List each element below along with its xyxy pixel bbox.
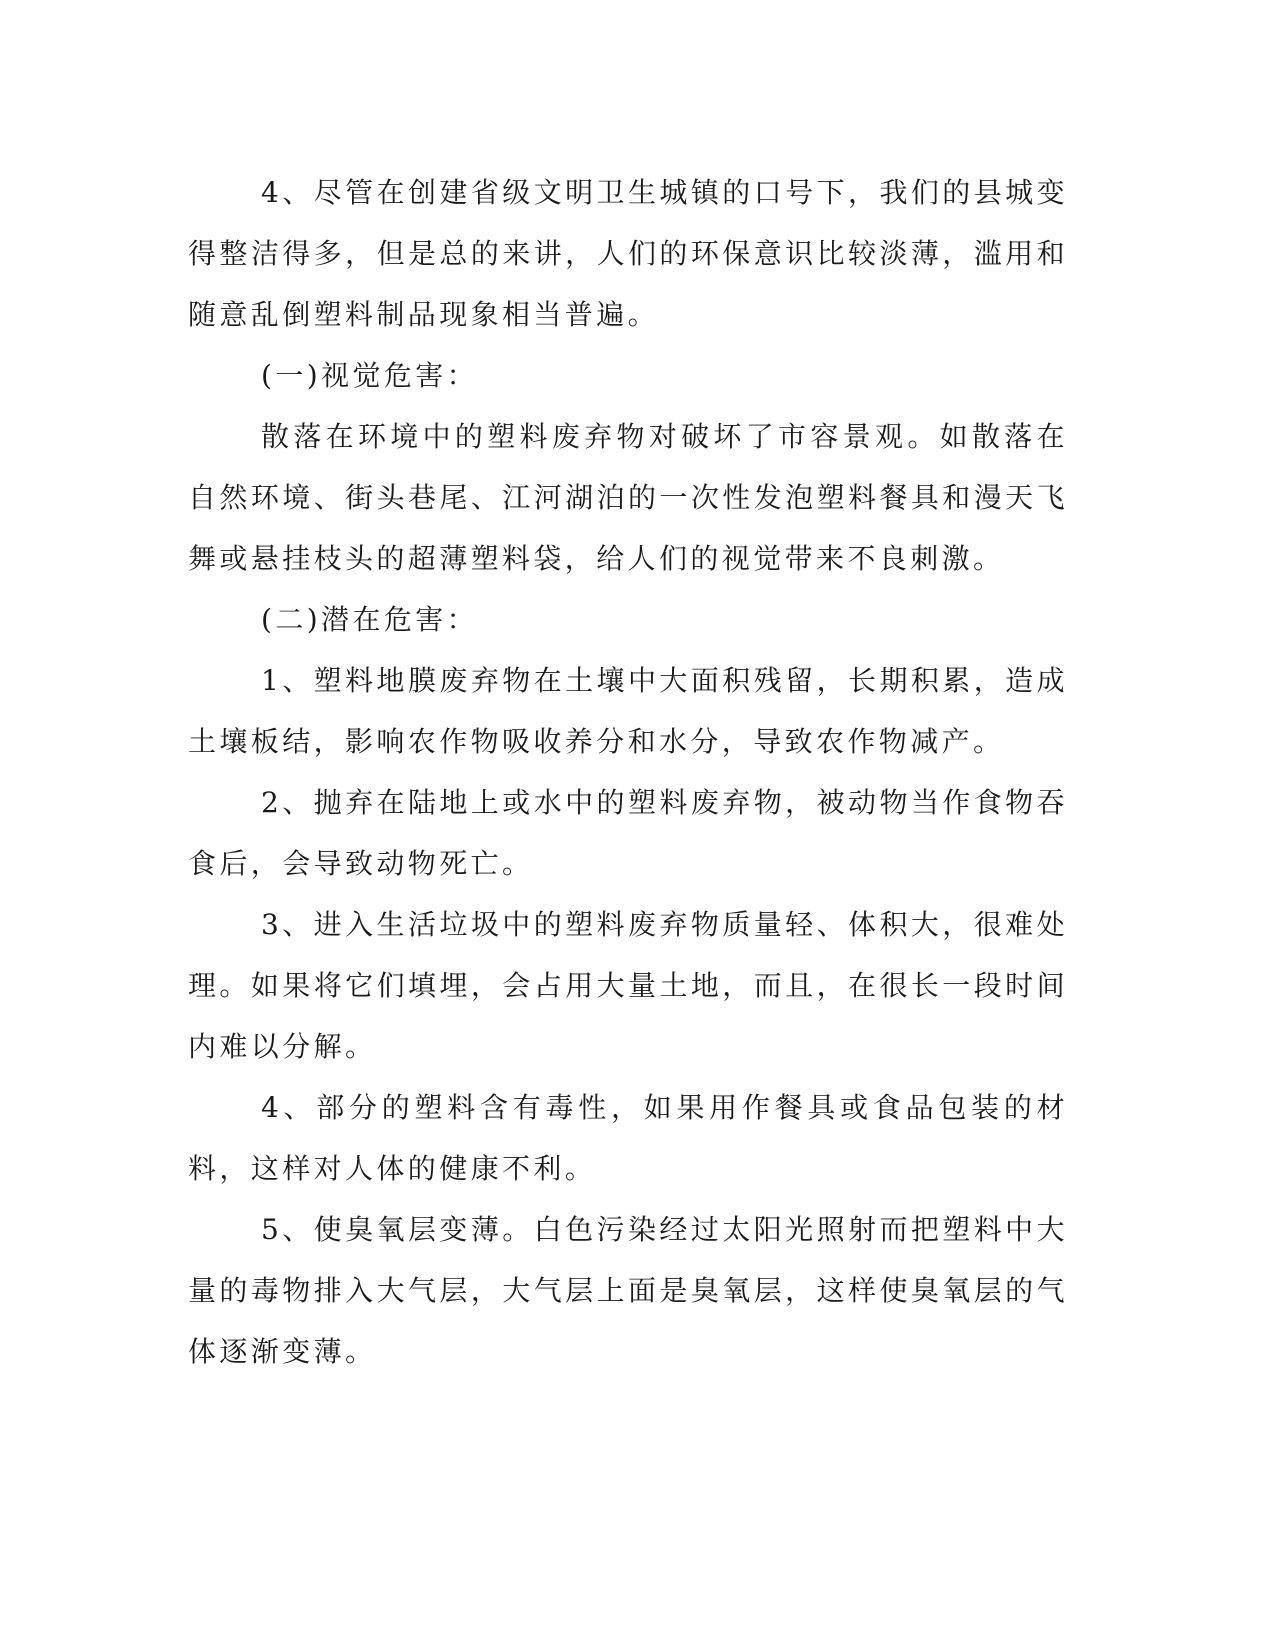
document-body (188, 162, 1068, 1382)
paragraph-potential-harm-2: 2、抛弃在陆地上或水中的塑料废弃物，被动物当作食物吞食后，会导致动物死亡。 (188, 786, 1068, 880)
paragraph-visual-harm: 散落在环境中的塑料废弃物对破坏了市容景观。如散落在自然环境、街头巷尾、江河湖泊的一次性发泡塑料餐具和漫天飞舞或悬挂枝头的超薄塑料袋，给人们的视觉带来不良刺激。 (188, 420, 1068, 575)
paragraph-potential-harm-3: 3、进入生活垃圾中的塑料废弃物质量轻、体积大，很难处理。如果将它们填埋，会占用大量土地，而且，在很长一段时间内难以分解。 (188, 908, 1068, 1063)
paragraph-point-4-intro: 4、尽管在创建省级文明卫生城镇的口号下，我们的县城变得整洁得多，但是总的来讲，人们的环保意识比较淡薄，滥用和随意乱倒塑料制品现象相当普遍。 (188, 176, 1068, 331)
heading-visual-harm: (一)视觉危害： (261, 359, 479, 392)
paragraph-potential-harm-1: 1、塑料地膜废弃物在土壤中大面积残留，长期积累，造成土壤板结，影响农作物吸收养分和水分，导致农作物减产。 (188, 664, 1068, 758)
paragraph-potential-harm-4: 4、部分的塑料含有毒性，如果用作餐具或食品包装的材料，这样对人体的健康不利。 (188, 1091, 1068, 1185)
paragraph-potential-harm-5: 5、使臭氧层变薄。白色污染经过太阳光照射而把塑料中大量的毒物排入大气层，大气层上面是臭氧层，这样使臭氧层的气体逐渐变薄。 (188, 1213, 1068, 1368)
heading-potential-harm: (二)潜在危害： (261, 603, 479, 636)
